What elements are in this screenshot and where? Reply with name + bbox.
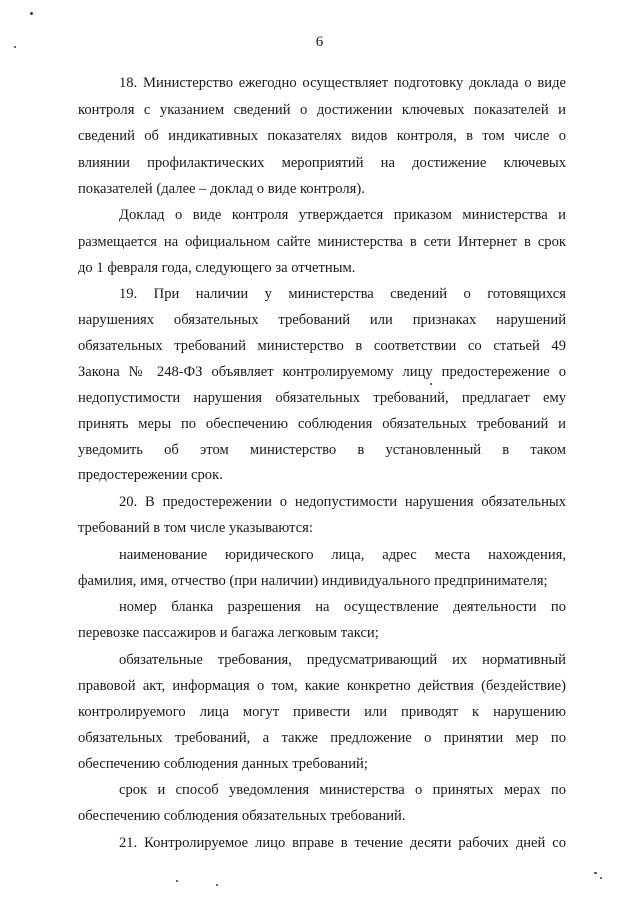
scan-speck — [594, 872, 597, 874]
text-line: Закона № 248-ФЗ объявляет контролируемому лицу предостережение о — [78, 364, 566, 380]
page-number: 6 — [315, 34, 324, 50]
text-line: 20. В предостережении о недопустимости нарушения обязательных — [119, 494, 566, 510]
text-line: контролируемого лица могут привести или приводят к нарушению — [78, 704, 566, 720]
text-line: уведомить об этом министерство в установленный в таком — [78, 442, 566, 458]
text-line: обеспечению соблюдения данных требований; — [78, 756, 368, 772]
scan-speck — [430, 383, 432, 385]
text-line: обязательных требований министерство в соответствии со статьей 49 — [78, 338, 566, 354]
text-line: контроля с указанием сведений о достижении ключевых показателей и — [78, 102, 566, 118]
text-line: размещается на официальном сайте министерства в сети Интернет в срок — [78, 234, 566, 250]
scan-speck — [216, 884, 218, 886]
scan-speck — [14, 46, 16, 48]
text-line: обязательные требования, предусматривающий их нормативный — [119, 652, 566, 668]
text-line: 21. Контролируемое лицо вправе в течение десяти рабочих дней со — [119, 835, 566, 851]
text-line: срок и способ уведомления министерства о принятых мерах по — [119, 782, 566, 798]
text-line: перевозке пассажиров и багажа легковым такси; — [78, 625, 379, 641]
text-line: номер бланка разрешения на осуществление деятельности по — [119, 599, 566, 615]
text-line: наименование юридического лица, адрес места нахождения, — [119, 547, 566, 563]
text-line: принять меры по обеспечению соблюдения обязательных требований и — [78, 416, 566, 432]
text-line: до 1 февраля года, следующего за отчетным. — [78, 260, 356, 276]
text-line: сведений об индикативных показателях видов контроля, в том числе о — [78, 128, 566, 144]
text-line: показателей (далее – доклад о виде контроля). — [78, 181, 365, 197]
text-line: недопустимости нарушения обязательных требований, предлагает ему — [78, 390, 566, 406]
text-line: фамилия, имя, отчество (при наличии) индивидуального предпринимателя; — [78, 573, 548, 589]
text-line: влиянии профилактических мероприятий на достижение ключевых — [78, 155, 566, 171]
text-line: обязательных требований, а также предложение о принятии мер по — [78, 730, 566, 746]
text-line: нарушениях обязательных требований или признаках нарушений — [78, 312, 566, 328]
text-line: предостережении срок. — [78, 467, 223, 483]
scan-speck — [600, 877, 602, 879]
text-line: требований в том числе указываются: — [78, 520, 313, 536]
scan-speck — [30, 12, 33, 15]
text-line: 19. При наличии у министерства сведений о готовящихся — [119, 286, 566, 302]
scan-speck — [176, 880, 178, 882]
text-line: Доклад о виде контроля утверждается приказом министерства и — [119, 207, 566, 223]
text-line: правовой акт, информация о том, какие конкретно действия (бездействие) — [78, 678, 566, 694]
text-line: обеспечению соблюдения обязательных требований. — [78, 808, 406, 824]
text-line: 18. Министерство ежегодно осуществляет подготовку доклада о виде — [119, 75, 566, 91]
